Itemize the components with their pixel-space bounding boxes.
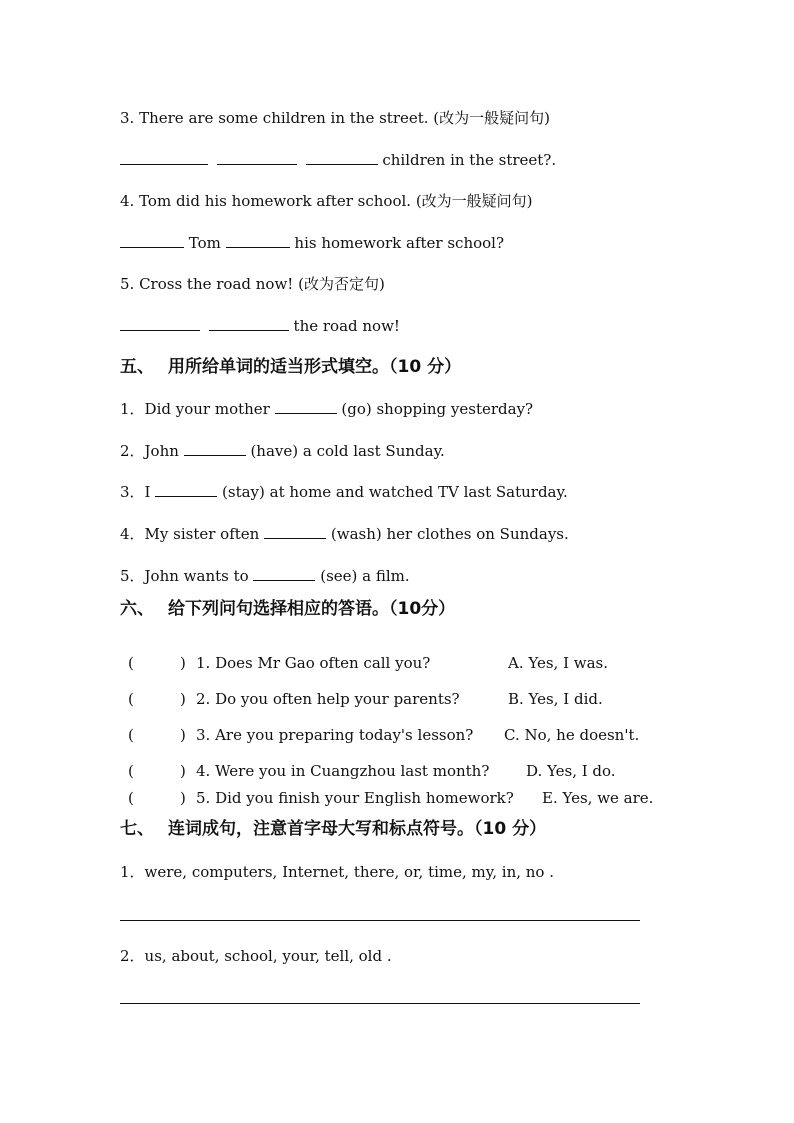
match-question: 5. Did you finish your English homework?	[196, 789, 514, 807]
fill-item: 5．John wants to (see) a film.	[120, 567, 410, 585]
blank[interactable]	[120, 233, 184, 248]
answer-4: Tom his homework after school?	[120, 233, 504, 253]
match-option: C. No, he doesn't.	[504, 726, 640, 744]
section-5-heading	[120, 356, 461, 378]
answer-bracket[interactable]: ( )	[128, 654, 186, 672]
section-title: 用所给单词的适当形式填空。（10 分）	[168, 357, 462, 377]
match-question: 2. Do you often help your parents?	[196, 690, 460, 708]
question-4: 4. Tom did his homework after school. (改为一般疑问句)	[120, 192, 533, 210]
blank[interactable]	[184, 441, 246, 456]
match-question: 4. Were you in Cuangzhou last month?	[196, 762, 490, 780]
blank[interactable]	[217, 150, 297, 165]
section-number: 五、	[120, 357, 154, 377]
match-option: D. Yes, I do.	[526, 762, 616, 780]
section-number: 七、	[120, 819, 154, 839]
match-option: A. Yes, I was.	[508, 654, 609, 672]
answer-bracket[interactable]: ( )	[128, 726, 186, 744]
blank[interactable]	[264, 524, 326, 539]
word-list: 1．were, computers, Internet, there, or, time, my, in, no .	[120, 863, 554, 881]
word-list: 2．us, about, school, your, tell, old .	[120, 947, 392, 965]
fill-item: 3．I (stay) at home and watched TV last Saturday.	[120, 483, 568, 501]
match-option: B. Yes, I did.	[508, 690, 603, 708]
match-question: 1. Does Mr Gao often call you?	[196, 654, 431, 672]
match-option: E. Yes, we are.	[542, 789, 654, 807]
blank[interactable]	[155, 482, 217, 497]
section-6-heading	[120, 598, 455, 620]
blank[interactable]	[306, 150, 378, 165]
section-title: 连词成句，注意首字母大写和标点符号。（10 分）	[168, 819, 547, 839]
blank[interactable]	[120, 150, 208, 165]
question-3: 3. There are some children in the street. (改为一般疑问句)	[120, 109, 551, 127]
answer-bracket[interactable]: ( )	[128, 690, 186, 708]
answer-3: children in the street?.	[120, 150, 556, 170]
section-7-heading	[120, 818, 546, 840]
question-5: 5. Cross the road now! (改为否定句)	[120, 275, 385, 293]
blank[interactable]	[120, 316, 200, 331]
blank[interactable]	[253, 566, 315, 581]
fill-item: 2．John (have) a cold last Sunday.	[120, 442, 445, 460]
match-question: 3. Are you preparing today's lesson?	[196, 726, 474, 744]
answer-5: the road now!	[120, 316, 400, 336]
answer-bracket[interactable]: ( )	[128, 789, 186, 807]
answer-line[interactable]	[120, 920, 640, 921]
fill-item: 4．My sister often (wash) her clothes on Sundays.	[120, 525, 569, 543]
answer-line[interactable]	[120, 1003, 640, 1004]
blank[interactable]	[275, 399, 337, 414]
section-title: 给下列问句选择相应的答语。（10分）	[168, 599, 456, 619]
blank[interactable]	[226, 233, 290, 248]
section-number: 六、	[120, 599, 154, 619]
fill-item: 1．Did your mother (go) shopping yesterday?	[120, 400, 534, 418]
answer-bracket[interactable]: ( )	[128, 762, 186, 780]
blank[interactable]	[209, 316, 289, 331]
